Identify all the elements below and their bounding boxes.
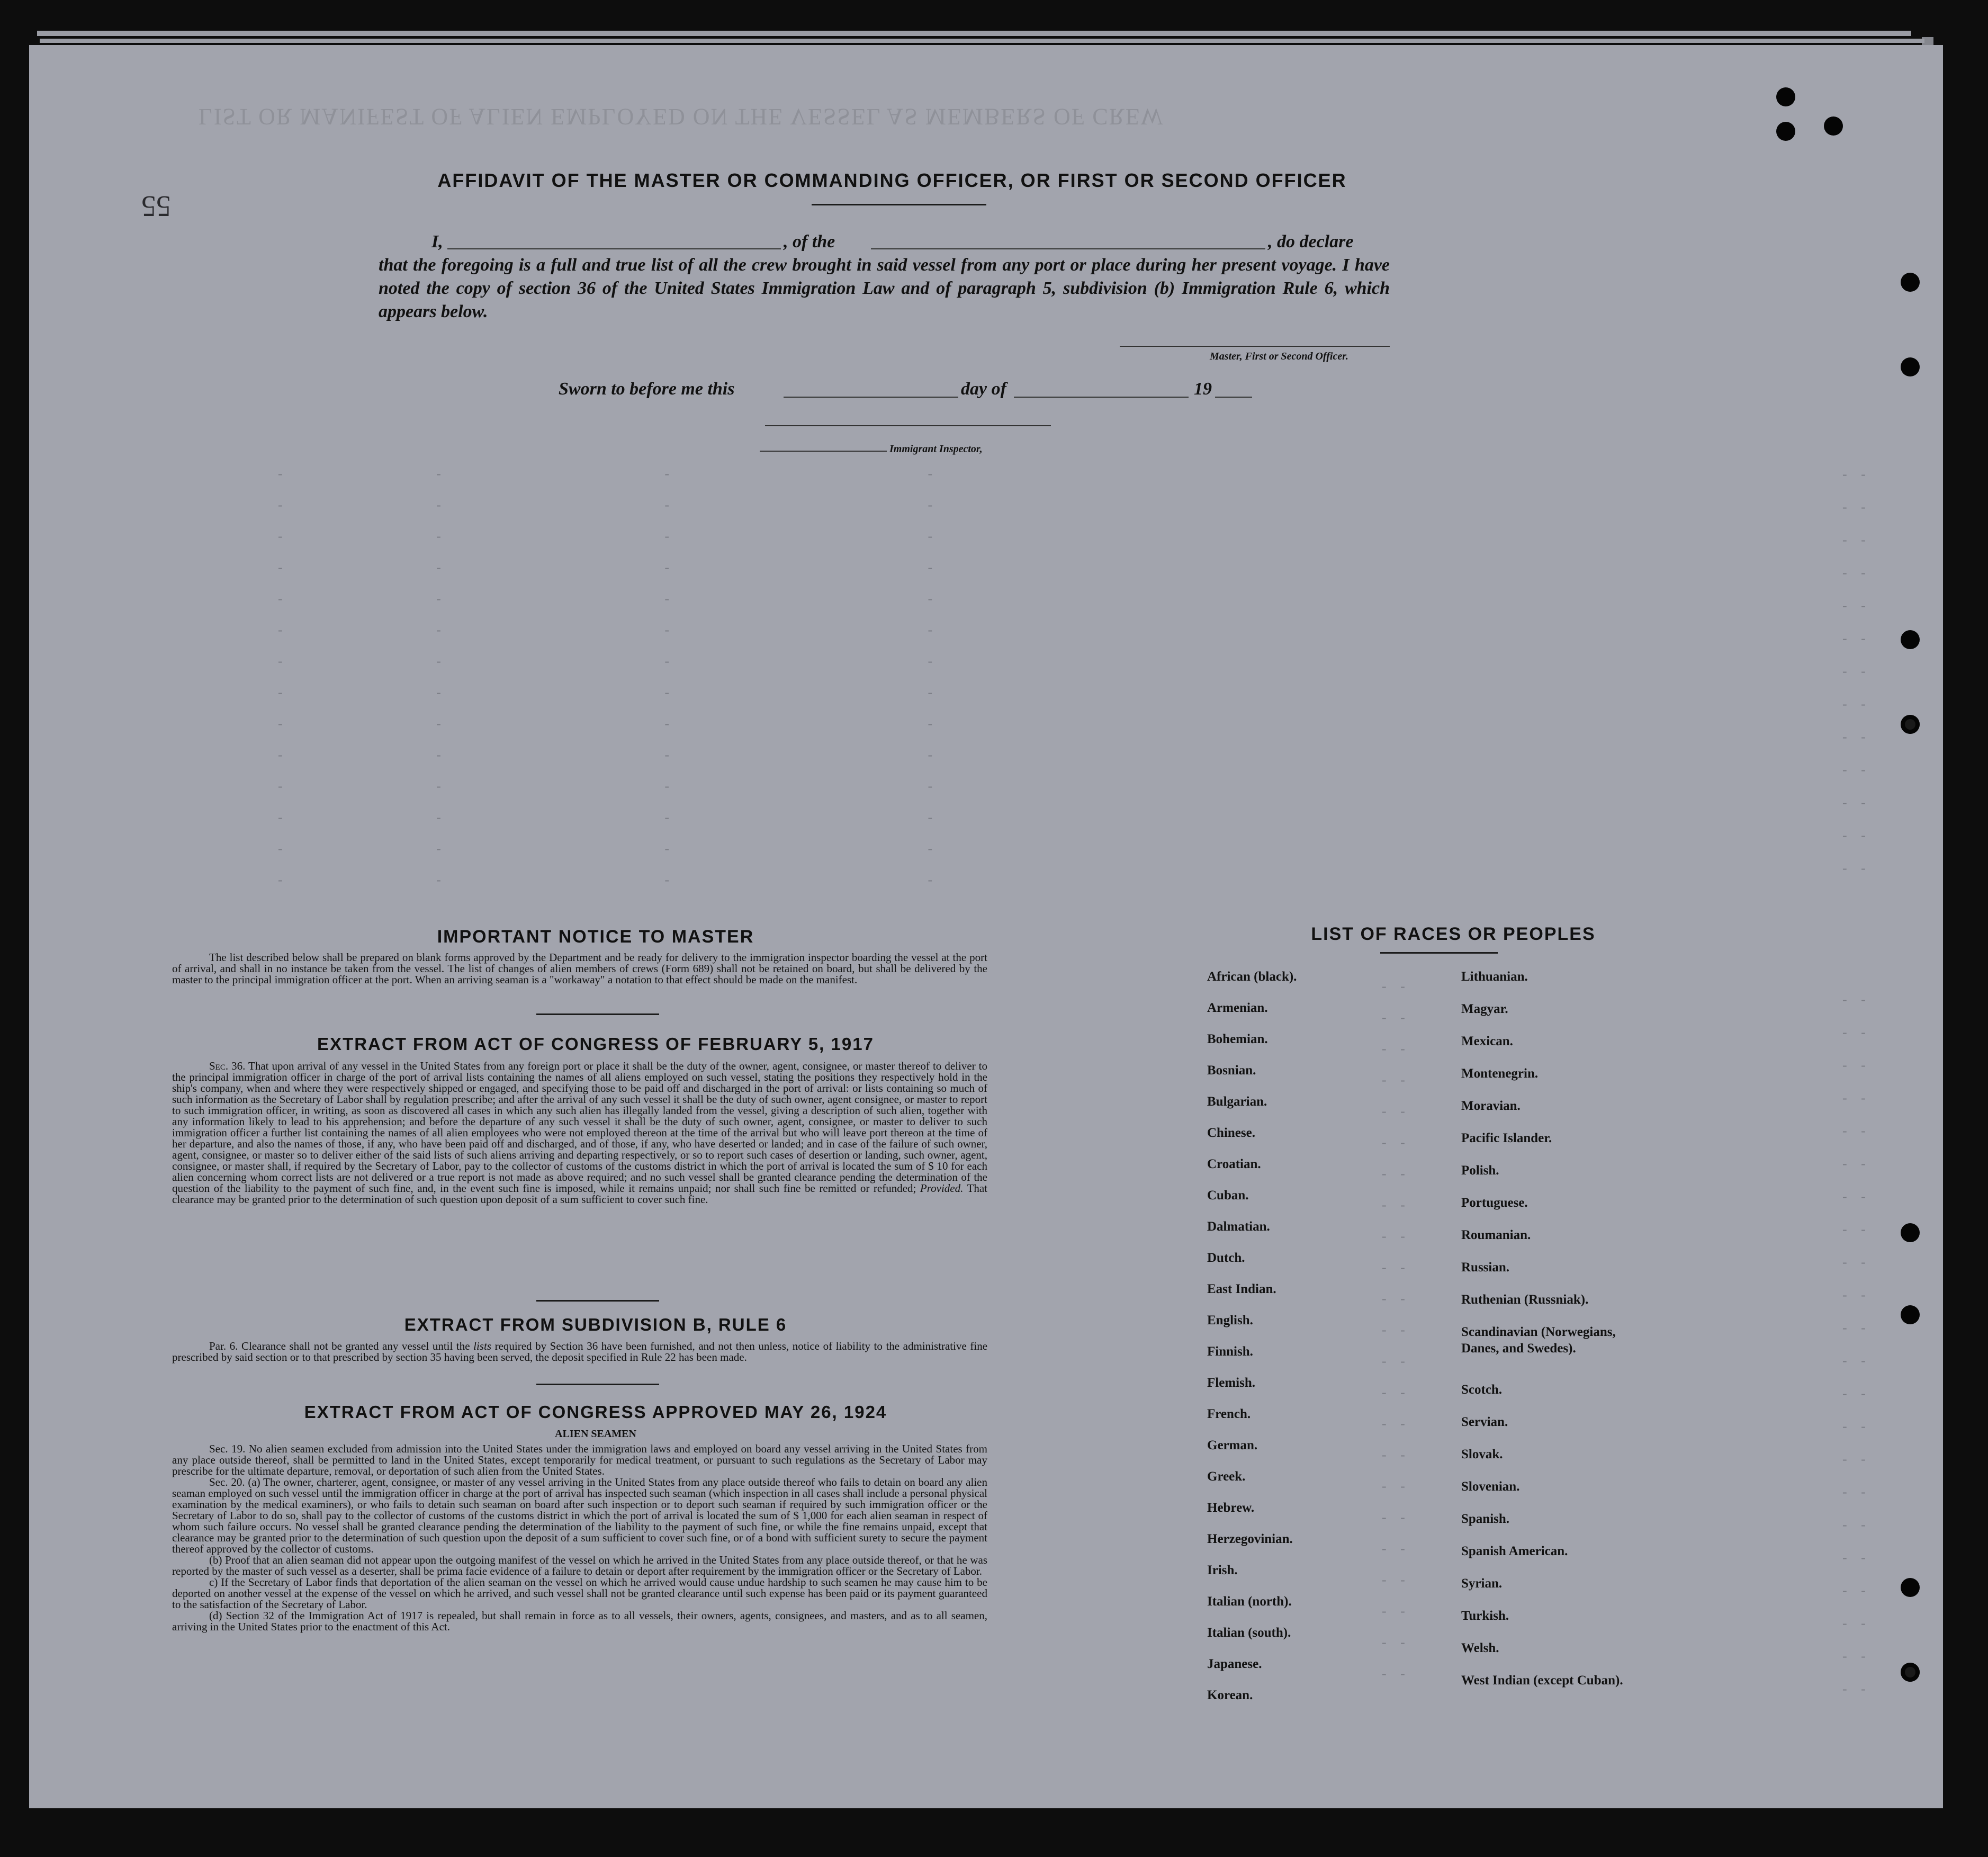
race-item: Flemish. [1207, 1376, 1255, 1390]
inspector-label: Immigrant Inspector, [889, 443, 983, 455]
race-item: Welsh. [1461, 1641, 1499, 1655]
affidavit-title: AFFIDAVIT OF THE MASTER OR COMMANDING OFFICER, OR FIRST OR SECOND OFFICER [437, 169, 1347, 191]
affidavit-statement: that the foregoing is a full and true list of all the crew brought in said vessel from any port or place during her present voyage. I have noted the copy of section 36 of the United States Immigration Law and of paragraph 5, subdivision (b) Immigration Rule 6, which appears below. [379, 255, 1390, 321]
punch-hole [1901, 630, 1920, 649]
master-signature-label: Master, First or Second Officer. [1210, 351, 1348, 362]
race-item: Polish. [1461, 1163, 1499, 1178]
punch-hole [1901, 273, 1920, 292]
extract-1924-text [172, 1443, 987, 1632]
affidavit-name-line[interactable] [447, 248, 781, 249]
race-item: Chinese. [1207, 1126, 1255, 1140]
race-item: Italian (north). [1207, 1594, 1292, 1609]
rule6-body-b: required by Section 36 have been furnished, and not then unless, notice of liability to the administrative fine prescribed by said section or to that prescribed by section 35 having been served, the deposit specified in Rule 22 has been made. [172, 1340, 988, 1363]
extract-1924-sec20d: (d) Section 32 of the Immigration Act of 1917 is repealed, but shall remain in force as to all vessels, their owners, agents, consignees, and masters, and as to all seamen, arriving in the United States prior to the enactment of this Act. [172, 1609, 987, 1633]
race-item: Servian. [1461, 1415, 1508, 1429]
bleed-through-heading: LIST OR MANIFEST OF ALIEN EMPLOYED ON THE VESSEL AS MEMBERS OF CREW [199, 104, 1164, 130]
sworn-day-line[interactable] [784, 397, 958, 398]
race-item: Herzegovinian. [1207, 1532, 1293, 1546]
page-edge-top [37, 31, 1911, 36]
sworn-month-line[interactable] [1014, 397, 1189, 398]
race-item: East Indian. [1207, 1282, 1276, 1296]
page-edge-top-2 [40, 39, 1924, 43]
margin-page-number: 55 [141, 190, 171, 222]
race-column-dashes: - - - - - - - - - - - - - - - - - - - - - - - - - - - - - - - - - - - - - - - - - - - - - - [1382, 979, 1410, 1681]
rule6-lists: lists [473, 1340, 491, 1352]
extract-1924-sec20a: Sec. 20. (a) The owner, charterer, agent, consignee, or master of any vessel arriving in the United States from any place outside thereof who fails to detain on board any alien seaman employed on such vessel until the immigration officer in charge at the port of arrival has inspected such seaman (which inspection in all cases shall include a personal physical examination by the medical examiners), or who fails to detain such seaman on board after such inspection or to deport such seaman if required by such immigration officer or the Secretary of Labor to do so, shall pay to the collector of customs of the customs district in which the port of arrival is located the sum of $ 1,000 for each alien seaman in respect of whom such failure occurs. No vessel shall be granted clearance pending the determination of the liability to the payment of such fine, or while the fine remains unpaid, except that clearance may be granted prior to the determination of such question upon the deposit of a sum sufficient to cover such fine, or of a bond with sufficient surety to secure the payment thereof approved by the collector of customs. [172, 1476, 987, 1555]
bleed-through-rows: - - - - - - - - - - - - - - - - - - - - - - - - - - - - - - - - - - - - - - - - - - - - - - - - - - - - - - - - [278, 466, 938, 887]
punch-hole [1901, 1578, 1920, 1597]
race-item: Russian. [1461, 1260, 1510, 1275]
rule6-rule [536, 1384, 659, 1385]
sworn-day-of-label: day of [961, 379, 1006, 399]
notice-paragraph: The list described below shall be prepared on blank forms approved by the Department and be ready for delivery to the immigration inspector boarding the vessel at the port of arrival, and shall in no instance be taken from the vessel. The list of changes of alien members of crews (Form 689) shall not be retained on board, but shall be delivered by the master to the principal immigration officer at the port. When an arriving seaman is a "workaway" a notation to that effect should be made on the manifest. [172, 951, 987, 986]
race-item: Bulgarian. [1207, 1095, 1267, 1109]
rule6-title: EXTRACT FROM SUBDIVISION B, RULE 6 [404, 1315, 787, 1334]
race-item: Montenegrin. [1461, 1066, 1539, 1081]
extract-1917-body: That upon arrival of any vessel in the United States from any foreign port or place it shall be the duty of the owner, agent, consignee, or master thereof to deliver to the principal immigration officer in charge of the port of arrival lists containing the names of all aliens employed on such vessel, stating the positions they respectively hold in the ship's company, when and where they were respectively shipped or engaged, and specifying those to be paid off and discharged in the port of arrival: or lists containing so much of such information as the Secretary of Labor shall by regulation prescribe; and after the arrival of any such vessel it shall be the duty of such owner, agent consignee, or master to report to such immigration officer, in writing, as soon as discovered all cases in which any such alien has illegally landed from the vessel, giving a description of such alien, together with any information likely to lead to his apprehension; and before the departure of any such vessel it shall be the duty of such owner, agent, consignee, or master to deliver to such immigration officer a further list containing the names of all alien employees who were not employed thereon at the time of the arrival but who will leave port thereon at the time of her departure, and also the names of those, if any, who have been paid off and discharged, and of those, if any, who have deserted or landed; and in case of the failure of such owner, agent, consignee, or master so to deliver either of the said lists of such aliens arriving and departing respectively, or so to report such cases of desertion or landing, such owner, agent, consignee, or master shall, if required by the Secretary of Labor, pay to the collector of customs of the customs district in which the port of arrival is located the sum of $ 10 for each alien concerning whom correct lists are not delivered or a true report is not made as above required; and no such vessel shall be granted clearance pending the determination of the question of the liability to the payment of such fine, and, in the event such fine is imposed, while it remains unpaid; nor shall such fine be remitted or refunded; [172, 1060, 987, 1195]
punch-hole [1901, 1223, 1920, 1242]
race-item: Mexican. [1461, 1034, 1513, 1048]
race-item: Moravian. [1461, 1099, 1521, 1113]
race-item: Korean. [1207, 1688, 1253, 1702]
race-item: African (black). [1207, 970, 1297, 984]
punch-hole [1901, 357, 1920, 376]
extract-1924-sec19: Sec. 19. No alien seamen excluded from admission into the United States under the immigration laws and employed on board any vessel arriving in the United States from any place outside thereof, shall be permitted to land in the United States, except temporarily for medical treatment, or pursuant to such regulations as the Secretary of Labor may prescribe for the ultimate departure, removal, or deportation of such alien from the United States. [172, 1442, 987, 1477]
race-item: Pacific Islander. [1461, 1131, 1552, 1145]
race-item: West Indian (except Cuban). [1461, 1673, 1623, 1688]
race-item: Syrian. [1461, 1576, 1503, 1591]
race-item: Scotch. [1461, 1383, 1503, 1397]
race-item: Dutch. [1207, 1251, 1245, 1265]
race-item: Finnish. [1207, 1344, 1253, 1359]
race-item: German. [1207, 1438, 1258, 1452]
notice-rule [536, 1013, 659, 1015]
extract-1924-sec20c: c) If the Secretary of Labor finds that deportation of the alien seaman on the vessel on which he arrived would cause undue hardship to such seamen he may cause him to be deported on another vessel at the expense of the vessel on which he arrived, and such vessel shall not be granted clearance until such expense has been paid or its payment guaranteed to the satisfaction of the Secretary of Labor. [172, 1576, 987, 1611]
race-item: Lithuanian. [1461, 970, 1528, 984]
race-item: Magyar. [1461, 1002, 1508, 1016]
rule6-body-a: Par. 6. Clearance shall not be granted any vessel until the [209, 1340, 470, 1352]
rule6-text [172, 1341, 987, 1363]
notice-title: IMPORTANT NOTICE TO MASTER [437, 927, 754, 947]
extract-1917-provided: Provided. [920, 1182, 964, 1195]
race-item: Irish. [1207, 1563, 1238, 1577]
extract-1917-text [172, 1061, 987, 1205]
notice-text [172, 952, 987, 985]
manifest-page [29, 45, 1943, 1808]
race-item: Slovak. [1461, 1447, 1503, 1461]
race-item: Italian (south). [1207, 1626, 1291, 1640]
race-item: Cuban. [1207, 1188, 1249, 1203]
races-title-rule [1380, 952, 1498, 954]
master-signature-line[interactable] [1120, 346, 1390, 347]
extract-1917-title: EXTRACT FROM ACT OF CONGRESS OF FEBRUARY 5, 1917 [317, 1034, 874, 1054]
race-item: Hebrew. [1207, 1501, 1255, 1515]
race-item: French. [1207, 1407, 1251, 1421]
extract-1917-body-end: That clearance may be granted prior to the determination of such question upon deposit of a sum sufficient to cover such fine. [172, 1182, 988, 1206]
sworn-year-line[interactable] [1215, 397, 1252, 398]
right-edge-dashes: - - - - - - - - - - - - - - - - - - - - - - - - - - - - - - - - - - - - - - - - - - - - - - - - - - - - - - - - - - - - - - - - - - - - - - [1842, 467, 1871, 1697]
race-item: Greek. [1207, 1469, 1246, 1484]
affidavit-i-label: I, [431, 232, 443, 252]
race-item: Japanese. [1207, 1657, 1262, 1671]
inspector-signature-line-upper[interactable] [765, 425, 1051, 426]
race-item: Spanish. [1461, 1512, 1510, 1526]
affidavit-vessel-line[interactable] [871, 248, 1265, 249]
punch-hole [1901, 1663, 1920, 1682]
race-item: Roumanian. [1461, 1228, 1531, 1242]
affidavit-title-rule [812, 204, 986, 205]
extract-1924-sec20b: (b) Proof that an alien seaman did not appear upon the outgoing manifest of the vessel on which he arrived in the United States from any place outside thereof, or that he was reported by the master of such vessel as a deserter, shall be prima facie evidence of a failure to detain or deport after requirement by the immigration officer or the Secretary of Labor. [172, 1554, 987, 1577]
race-item: English. [1207, 1313, 1253, 1327]
race-item: Dalmatian. [1207, 1219, 1270, 1234]
extract-1917-sec: Sec. 36. [209, 1060, 246, 1072]
race-item: Bosnian. [1207, 1063, 1256, 1078]
extract-1924-title: EXTRACT FROM ACT OF CONGRESS APPROVED MAY 26, 1924 [304, 1402, 887, 1422]
punch-hole [1824, 116, 1843, 136]
race-item: Turkish. [1461, 1609, 1509, 1623]
race-item: Armenian. [1207, 1001, 1268, 1015]
race-item: Scandinavian (Norwegians, Danes, and Swedes). [1461, 1325, 1616, 1356]
punch-hole [1776, 122, 1795, 141]
race-item: Slovenian. [1461, 1479, 1520, 1494]
affidavit-of-the-label: , of the [784, 232, 835, 252]
punch-hole [1776, 87, 1795, 106]
race-item: Spanish American. [1461, 1544, 1568, 1558]
extract-1917-rule [536, 1300, 659, 1302]
punch-hole [1901, 715, 1920, 734]
affidavit-declare-label: , do declare [1268, 232, 1354, 252]
races-title: LIST OF RACES OR PEOPLES [1311, 924, 1596, 944]
extract-1924-subtitle: ALIEN SEAMEN [555, 1428, 636, 1440]
race-item: Portuguese. [1461, 1196, 1528, 1210]
race-item: Ruthenian (Russniak). [1461, 1293, 1589, 1307]
race-item: Croatian. [1207, 1157, 1261, 1171]
inspector-signature-line[interactable] [760, 451, 887, 452]
sworn-label: Sworn to before me this [559, 379, 735, 399]
punch-hole [1901, 1305, 1920, 1324]
race-item: Bohemian. [1207, 1032, 1268, 1046]
sworn-year-label: 19 [1194, 379, 1212, 399]
